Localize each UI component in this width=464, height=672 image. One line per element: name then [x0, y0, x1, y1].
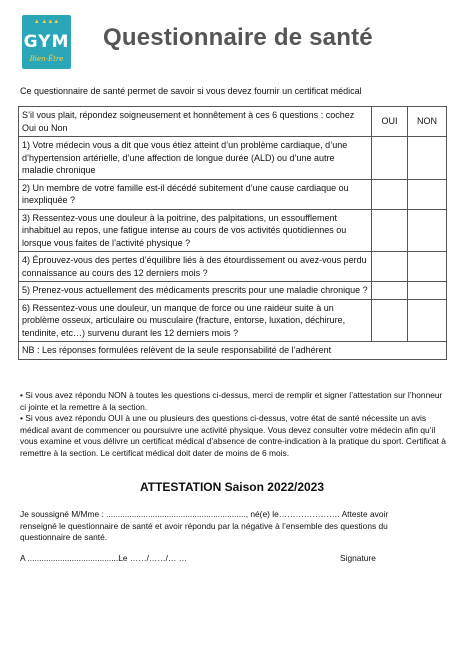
health-questionnaire-table: [18, 106, 447, 360]
yes-checkbox[interactable]: [372, 137, 408, 180]
yes-checkbox[interactable]: [372, 282, 408, 300]
question-row-2: [19, 179, 447, 209]
table-instructions: S’il vous plait, répondez soigneusement et honnêtement à ces 6 questions : cochez Oui ou Non: [19, 107, 372, 137]
question-row-1: [19, 137, 447, 180]
note-answer-yes: • Si vous avez répondu OUI à une ou plusieurs des questions ci-dessus, votre état de santé nécessite un avis médical avant de commencer ou poursuivre une activité physique. Vous devez consulter votre médecin afin qu’il vous examine et vous délivre un certificat médical d’absence de contre-indication à la pratique du sport. Certificat à remettre à la section. Le certificat médical doit dater de moins de 6 mois.: [20, 413, 446, 458]
question-text: 2) Un membre de votre famille est-il décédé subitement d’une cause cardiaque ou inexpliquée ?: [19, 179, 372, 209]
yes-checkbox[interactable]: [372, 179, 408, 209]
question-row-4: [19, 252, 447, 282]
page-title: Questionnaire de santé: [103, 24, 373, 51]
logo-mark: ▲ ▲▲▲: [33, 19, 60, 25]
no-checkbox[interactable]: [408, 137, 447, 180]
question-text: 6) Ressentez-vous une douleur, un manque de force ou une raideur suite à un problème osseux, articulaire ou musculaire (fracture, entorse, luxation, déchirure, tendinite, etc…) survenu durant les 12 derniers mois ?: [19, 299, 372, 342]
instructions-notes: [20, 390, 448, 460]
intro-text: Ce questionnaire de santé permet de savoir si vous devez fournir un certificat médical: [20, 86, 362, 96]
question-text: 1) Votre médecin vous a dit que vous étiez atteint d’un problème cardiaque, d’une d’hypertension artérielle, d’une affection de longue durée (ALD) ou d’une autre maladie chronique: [19, 137, 372, 180]
yes-checkbox[interactable]: [372, 252, 408, 282]
column-header-yes: OUI: [372, 107, 408, 137]
attestation-body: Je soussigné M/Mme : ............................................................, né(e) le…………………. Atteste avoir renseigné le questionnaire de santé et avoir répondu par la négative à l’ensemble des questions du questionnaire de santé.: [20, 509, 389, 543]
note-answer-no: • Si vous avez répondu NON à toutes les questions ci-dessus, merci de remplir et signer l’attestation sur l’honneur ci jointe et la remettre à la section.: [20, 390, 443, 412]
place-date-field: A .......................................Le ……/……/… …: [20, 553, 188, 563]
table-header-row: [19, 107, 447, 137]
responsibility-note: NB : Les réponses formulées relèvent de la seule responsabilité de l’adhérent: [19, 342, 447, 360]
yes-checkbox[interactable]: [372, 299, 408, 342]
no-checkbox[interactable]: [408, 252, 447, 282]
table-note-row: [19, 342, 447, 360]
gym-logo: [22, 15, 71, 69]
question-text: 5) Prenez-vous actuellement des médicaments prescrits pour une maladie chronique ?: [19, 282, 372, 300]
question-text: 3) Ressentez-vous une douleur à la poitrine, des palpitations, un essoufflement inhabituel au repos, une fatigue intense au cours de vos activités quotidiennes ou lorsque vous faites de l’activité physique ?: [19, 209, 372, 252]
no-checkbox[interactable]: [408, 179, 447, 209]
question-text: 4) Éprouvez-vous des pertes d’équilibre liés à des étourdissement ou avez-vous perdu connaissance au cours des 12 derniers mois ?: [19, 252, 372, 282]
logo-tagline: Bien-Être: [29, 55, 64, 63]
attestation-title: ATTESTATION Saison 2022/2023: [139, 480, 325, 494]
question-row-5: [19, 282, 447, 300]
signature-row: [20, 553, 425, 563]
no-checkbox[interactable]: [408, 299, 447, 342]
signature-label: Signature: [340, 553, 376, 563]
question-row-3: [19, 209, 447, 252]
logo-name: GYM: [23, 32, 70, 52]
yes-checkbox[interactable]: [372, 209, 408, 252]
column-header-no: NON: [408, 107, 447, 137]
no-checkbox[interactable]: [408, 282, 447, 300]
question-row-6: [19, 299, 447, 342]
no-checkbox[interactable]: [408, 209, 447, 252]
